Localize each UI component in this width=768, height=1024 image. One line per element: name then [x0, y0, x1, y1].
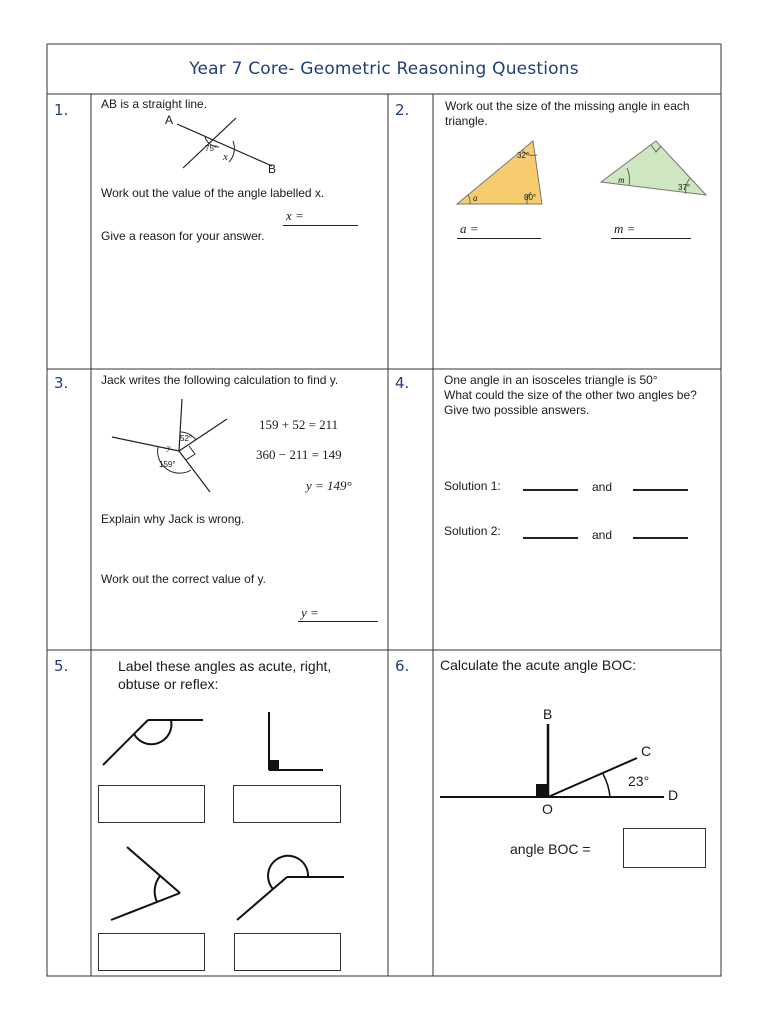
q6-label-b: B	[543, 706, 553, 722]
q6-answer-box[interactable]	[623, 828, 706, 868]
q6-label-o: O	[542, 801, 553, 817]
q3-angle-159: 159°	[159, 460, 176, 469]
q3-work-out: Work out the correct value of y.	[101, 572, 266, 586]
q1-answer-label: x =	[286, 208, 304, 223]
q1-label-b: B	[268, 162, 277, 176]
q1-prompt: Work out the value of the angle labelled x.	[101, 186, 325, 200]
q3-explain: Explain why Jack is wrong.	[101, 512, 245, 526]
q4-solution-1-label: Solution 1:	[444, 479, 501, 493]
question-number-1: 1.	[54, 101, 69, 119]
q1-angle-x: x	[223, 151, 228, 163]
q3-calc-line-1: 159 + 52 = 211	[259, 417, 339, 432]
q6-prompt: Calculate the acute angle BOC:	[440, 657, 637, 673]
q5-prompt-line-2: obtuse or reflex:	[118, 676, 219, 692]
q4-solution-2-label: Solution 2:	[444, 524, 501, 538]
q6-label-d: D	[668, 787, 679, 803]
q2-tri2-angle-m: m	[618, 175, 625, 185]
q2-answer-m-label: m =	[614, 221, 636, 236]
q3-calc-line-2: 360 − 211 = 149	[256, 447, 342, 462]
q4-line-1: One angle in an isosceles triangle is 50°	[444, 373, 658, 387]
q3-calc-line-3: y = 149°	[306, 478, 352, 493]
q1-reason: Give a reason for your answer.	[101, 229, 265, 243]
q5-prompt-line-1: Label these angles as acute, right,	[118, 658, 332, 674]
q4-line-3: Give two possible answers.	[444, 403, 590, 417]
question-number-4: 4.	[395, 374, 410, 392]
q3-angle-y: y	[167, 443, 171, 452]
q3-answer-label: y =	[301, 605, 319, 620]
q2-tri2-angle-37: 37°	[678, 183, 691, 192]
q2-tri1-angle-80: 80°	[524, 193, 537, 202]
q2-tri1-top-angle: 32°	[517, 151, 530, 160]
q4-solution-2-and: and	[592, 528, 613, 542]
q1-intro: AB is a straight line.	[101, 97, 208, 111]
q6-angle-23: 23°	[628, 773, 650, 789]
q4-line-2: What could the size of the other two angles be?	[444, 388, 697, 402]
page-title: Year 7 Core- Geometric Reasoning Questions	[189, 59, 579, 79]
q2-tri1-angle-a: a	[473, 193, 478, 203]
q2-prompt: Work out the size of the missing angle in each triangle.	[445, 99, 690, 128]
q3-intro: Jack writes the following calculation to find y.	[101, 373, 339, 387]
q1-angle-75: 75°	[205, 144, 218, 153]
q3-angle-52: 52°	[180, 434, 193, 443]
question-number-2: 2.	[395, 101, 410, 119]
q6-answer-label: angle BOC =	[510, 841, 591, 857]
question-number-3: 3.	[54, 374, 69, 392]
question-number-5: 5.	[54, 657, 69, 675]
q1-label-a: A	[165, 113, 174, 127]
question-number-6: 6.	[395, 657, 410, 675]
q4-solution-1-and: and	[592, 480, 613, 494]
q6-label-c: C	[641, 743, 652, 759]
q2-answer-a-label: a =	[460, 221, 479, 236]
